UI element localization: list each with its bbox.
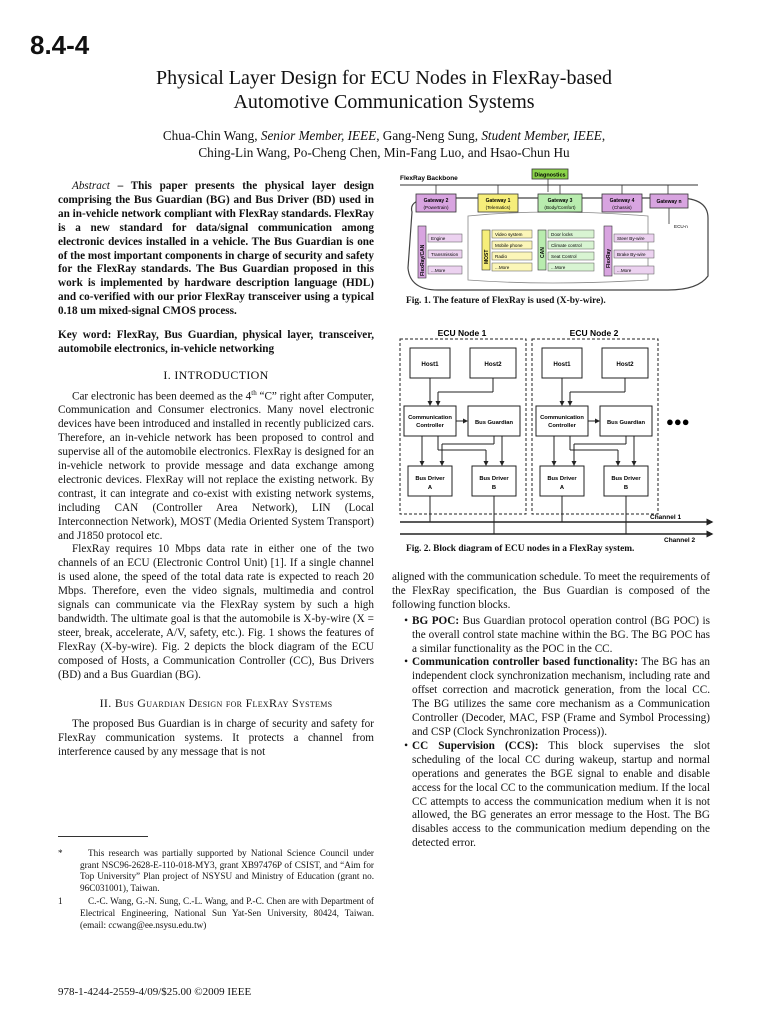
svg-text:Gateway 1: Gateway 1 xyxy=(485,198,511,204)
figure-1 xyxy=(398,168,714,306)
author-line-1: Chua-Chin Wang, Senior Member, IEEE, Gang-Neng Sung, Student Member, IEEE, xyxy=(162,128,606,143)
ecu-node-1 xyxy=(404,348,520,534)
svg-text:Host2: Host2 xyxy=(484,361,502,368)
gateway-n xyxy=(650,185,688,229)
figure-2-diagram xyxy=(398,326,714,544)
more-nodes-ellipsis: ●●● xyxy=(666,414,690,429)
footnote-2: 1 C.-C. Wang, G.-N. Sung, C.-L. Wang, and P.-C. Chen are with Department of Electrical Engineering, National Sun Yat-Sen University, 80424, Taiwan. (email: ccwang@ee.nsysu.edu.tw) xyxy=(58,896,374,930)
backbone-label: FlexRay Backbone xyxy=(400,175,458,182)
svg-text:MOST: MOST xyxy=(484,249,490,264)
figure-1-caption: Fig. 1. The feature of FlexRay is used (X-by-wire). xyxy=(406,296,606,306)
svg-text:FlexRay: FlexRay xyxy=(606,248,612,268)
svg-text:Gateway 3: Gateway 3 xyxy=(547,198,573,204)
footnote-1: * This research was partially supported by National Science Council under grant NSC96-2628-E-110-018-MY3, grant XB97476P of CSIST, and “Aim for Top University” Plan project of NSYSU and Ministry of Education (grant no. 96C031001), Taiwan. xyxy=(58,848,374,893)
title-line-2: Automotive Communication Systems xyxy=(233,91,535,113)
bus-can xyxy=(538,230,546,270)
figure-2-caption: Fig. 2. Block diagram of ECU nodes in a FlexRay system. xyxy=(406,544,635,554)
footnote-rule xyxy=(58,836,148,837)
svg-text:A: A xyxy=(559,485,565,491)
section-1-paragraph-1: Car electronic has been deemed as the 4th “C” right after Computer, Communication and Consumer electronics. Many novel electronic devices have been introduced and installed in recently publicized cars. Therefore, an in-vehicle network has been proposed to control and supervise all of the automobile electronics. FlexRay is designed for an in-vehicle network to provide message and data exchange among electronic devices. FlexRay will not replace the existing network. By contrast, it can integrate and co-exist with existing network systems, including CAN (Controller Area Network), LIN (Local Interconnection Network), MOST (Media Oriented System Transport) and J1850 protocol etc. xyxy=(58,388,375,542)
gateway-2 xyxy=(416,185,456,212)
svg-text:Bus Guardian: Bus Guardian xyxy=(606,420,646,426)
section-2-paragraph-1: The proposed Bus Guardian is in charge of security and safety for FlexRay communication systems. It protects a channel from interference caused by any message that is not xyxy=(58,718,374,759)
svg-text:Seat Control: Seat Control xyxy=(551,254,577,259)
svg-text:Controller: Controller xyxy=(416,423,444,429)
gateway-1 xyxy=(478,185,518,212)
bullet-cc-supervision: • CC Supervision (CCS): This block supervises the slot scheduling of the local CC during wakeup, startup and normal operations and generates the BGE signal to enable and disable access for the local CC to the communication medium. If the local CC attempts to access the communication medium when it is not allowed, the BG generates an error message to the Host. The BG disables access to the communication medium depending on the detected error. xyxy=(404,739,710,850)
svg-text:Bus Driver: Bus Driver xyxy=(547,476,577,482)
group-powertrain-items xyxy=(428,234,462,274)
svg-text:...More: ...More xyxy=(617,268,632,273)
bus-flexray-can xyxy=(418,226,426,278)
svg-text:Bus Driver: Bus Driver xyxy=(611,476,641,482)
svg-text:Bus Driver: Bus Driver xyxy=(415,476,445,482)
svg-text:Bus Guardian: Bus Guardian xyxy=(474,420,514,426)
svg-text:Mobile phone: Mobile phone xyxy=(495,243,523,248)
bullet-bg-poc: • BG POC: Bus Guardian protocol operation control (BG POC) is the overall control state machine within the BG. The BG POC has a similar functionality as the POC in the CC. xyxy=(404,614,710,655)
svg-text:Host1: Host1 xyxy=(421,361,439,368)
svg-text:Transmission: Transmission xyxy=(431,252,459,257)
section-1-paragraph-2: FlexRay requires 10 Mbps data rate in either one of the two channels of an ECU (Electronic Control Unit) [1]. If a single channel is used alone, the speed of the total data rate is expected to reach 20 Mbps. Therefore, even the video signals, multimedia and control signals can communicate via the FlexRay system by such a high bandwidth. The ultimate goal is that the automobile is X-by-wire (X = steer, break, accelerate, A/V, safety, etc.). Fig. 1 shows the features of FlexRay (X-by-wire). Fig. 2 depicts the block diagram of the ECU composed of Hosts, a Communication Controller (CC), Bus Drivers (BD) and a Bus Guardian (BG). xyxy=(58,543,374,681)
bus-most xyxy=(482,230,490,270)
svg-text:Controller: Controller xyxy=(548,423,576,429)
gateway-4 xyxy=(602,185,642,212)
svg-text:Host2: Host2 xyxy=(616,361,634,368)
ecu-node-1-title: ECU Node 1 xyxy=(437,328,487,338)
left-column xyxy=(58,180,374,760)
author-line-2: Ching-Lin Wang, Po-Cheng Chen, Min-Fang Luo, and Hsao-Chun Hu xyxy=(198,145,570,160)
paper-title xyxy=(40,66,728,114)
svg-text:CAN: CAN xyxy=(540,247,546,258)
right-column xyxy=(392,571,710,851)
section-1-heading: I. INTRODUCTION xyxy=(163,367,269,382)
figure-2 xyxy=(398,326,714,554)
svg-text:Engine: Engine xyxy=(431,236,446,241)
svg-text:...More: ...More xyxy=(495,265,510,270)
bullet-cc-functionality: • Communication controller based functionality: The BG has an independent clock synchronization mechanism, including rate and offset correction and macrotick generation, from the local CC. The BG utilizes the same core mechanism as a Communication Controller (Decoder, MAC, FSP (Frame and Symbol Processing) and CSP (Clock Synchronization Process)). xyxy=(404,656,710,738)
svg-text:A: A xyxy=(427,485,433,491)
section-2-heading: II. Bus Guardian Design for FlexRay Systems xyxy=(99,695,333,710)
ecu-n-label: ECU-n xyxy=(674,224,688,229)
ecu-node-2-title: ECU Node 2 xyxy=(569,328,619,338)
svg-text:(Chassis): (Chassis) xyxy=(612,205,632,210)
channel-1-label: Channel 1 xyxy=(650,514,682,521)
svg-text:B: B xyxy=(623,485,629,491)
svg-text:Communication: Communication xyxy=(540,415,584,421)
title-line-1: Physical Layer Design for ECU Nodes in FlexRay-based xyxy=(155,67,612,89)
svg-text:Door locks: Door locks xyxy=(551,232,573,237)
group-telematics-items xyxy=(492,230,532,271)
svg-text:(Powertrain): (Powertrain) xyxy=(423,205,449,210)
svg-text:Gateway n: Gateway n xyxy=(656,199,682,205)
figure-1-diagram xyxy=(398,168,714,294)
svg-text:Gateway 4: Gateway 4 xyxy=(609,198,635,204)
ecu-node-2 xyxy=(536,348,652,534)
svg-text:Bus Driver: Bus Driver xyxy=(479,476,509,482)
svg-text:Brake By-wire: Brake By-wire xyxy=(617,252,646,257)
svg-text:Gateway 2: Gateway 2 xyxy=(423,198,449,204)
author-list xyxy=(40,127,728,161)
svg-text:Communication: Communication xyxy=(408,415,452,421)
svg-text:(Telematics): (Telematics) xyxy=(485,205,511,210)
group-body-items xyxy=(548,230,594,271)
gateway-3 xyxy=(538,185,582,212)
abstract: Abstract – This paper presents the physical layer design comprising the Bus Guardian (BG) and Bus Driver (BD) used in an in-vehicle network compliant with FlexRay standards. FlexRay is a new standard for data/signal communication among electronic devices installed in a vehicle. The Bus Guardian is one of the most important components in charge of security and safety for the FlexRay standards. The Bus Guardian proposed in this work is implemented by hardware description language (HDL) and co-verified with our prior FlexRay transceiver using a typical 0.18 um mixed-signal CMOS process. xyxy=(58,180,374,318)
footnotes xyxy=(58,848,374,931)
svg-text:(Body/Comfort): (Body/Comfort) xyxy=(544,205,576,210)
group-chassis-items xyxy=(614,234,654,274)
diagnostics-label: Diagnostics xyxy=(534,172,566,179)
channel-2-label: Channel 2 xyxy=(664,537,696,544)
svg-text:Radio: Radio xyxy=(495,254,508,259)
svg-text:Steer By-wire: Steer By-wire xyxy=(617,236,645,241)
svg-text:...More: ...More xyxy=(431,268,446,273)
page-number: 8.4-4 xyxy=(30,30,90,60)
svg-text:FlexRay/CAN: FlexRay/CAN xyxy=(420,244,426,276)
svg-text:Video system: Video system xyxy=(495,232,523,237)
svg-text:Host1: Host1 xyxy=(553,361,571,368)
keywords: Key word: FlexRay, Bus Guardian, physical layer, transceiver, automobile electronics, in-vehicle networking xyxy=(58,329,374,355)
bus-flexray xyxy=(604,226,612,276)
isbn-copyright: 978-1-4244-2559-4/09/$25.00 ©2009 IEEE xyxy=(58,986,252,998)
svg-text:B: B xyxy=(491,485,497,491)
svg-text:Climate control: Climate control xyxy=(551,243,582,248)
svg-text:...More: ...More xyxy=(551,265,566,270)
right-paragraph-1: aligned with the communication schedule. To meet the requirements of the FlexRay specification, the Bus Guardian is composed of the following function blocks. xyxy=(392,571,710,611)
